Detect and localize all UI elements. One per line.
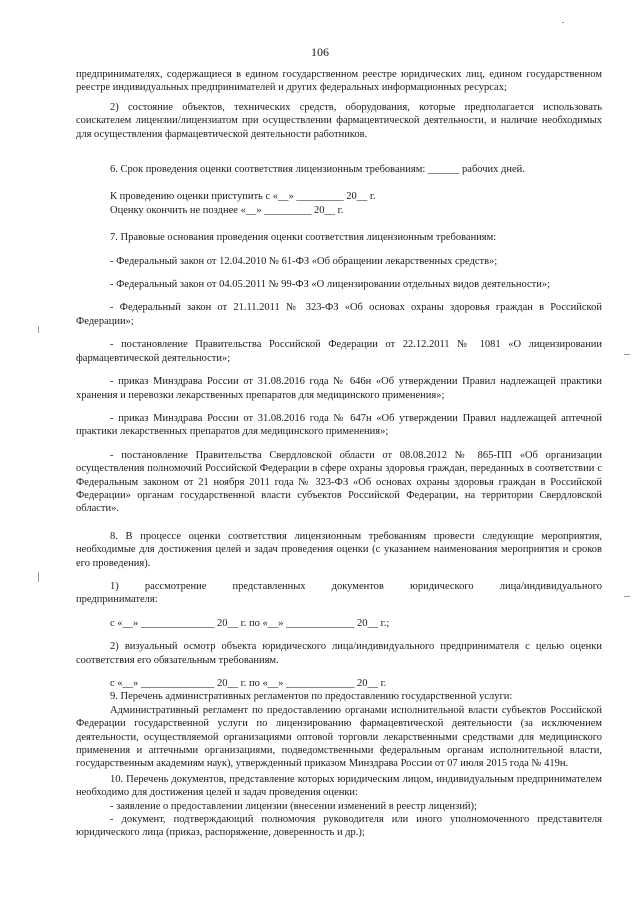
item-1-word: юридического (410, 580, 474, 592)
section-10-heading: 10. Перечень документов, представление которых юридическим лицом, индивидуальным предпринимателем необходимо для достижения целей и задач проведения оценки: (76, 773, 602, 799)
start-date-line: К проведению оценки приступить с «__» _________ 20__ г. (110, 191, 376, 203)
scan-artifact-right-1 (624, 354, 630, 355)
item-1-word: представленных (232, 580, 306, 592)
scan-artifact-right-2 (624, 596, 630, 597)
item-2-dates: с «__» ______________ 20__ г. по «__» _____________ 20__ г. (110, 678, 387, 689)
page-number: 106 (311, 45, 329, 59)
item-1-dates: с «__» ______________ 20__ г. по «__» _____________ 20__ г.; (110, 617, 390, 629)
legal-basis-item: - приказ Минздрава России от 31.08.2016 года № 647н «Об утверждении Правил надлежащей аптечной практики лекарственных препаратов для медицинского применения»; (76, 412, 602, 438)
item-1-word: документов (331, 580, 384, 592)
section-6-heading: 6. Срок проведения оценки соответствия лицензионным требованиям: ______ рабочих дней. (110, 164, 525, 176)
scan-artifact-left-1 (38, 326, 39, 333)
legal-basis-item: - постановление Правительства Свердловской области от 08.08.2012 № 865-ПП «Об организации осуществления полномочий Российской Федерации в сфере охраны здоровья граждан, переданных в соответствии с Федеральным законом от 21 ноября 2011 года № 323-ФЗ «Об основах охраны здоровья граждан в Российской Федерации» органам государственной власти субъектов Российской Федерации, на территории Свердловской области». (76, 449, 602, 515)
item-1-word: лица/индивидуального (499, 580, 602, 592)
section-9-heading: 9. Перечень административных регламентов по предоставлению государственной услуги: (110, 691, 513, 703)
document-body (76, 68, 602, 840)
item-1-line (76, 580, 602, 593)
legal-basis-item: - Федеральный закон от 12.04.2010 № 61-ФЗ «Об обращении лекарственных средств»; (110, 255, 498, 267)
scan-artifact-left-2 (38, 572, 39, 582)
document-list-item: - заявление о предоставлении лицензии (внесении изменений в реестр лицензий); (110, 800, 477, 812)
item-1-continuation: предпринимателя: (76, 594, 158, 606)
regulation-paragraph: Административный регламент по предоставлению органами исполнительной власти субъектов Российской Федерации государственной услуги по лицензированию фармацевтической деятельности (за исключением деятельности, осуществляемой организациями оптовой торговли лекарственными средствами для медицинского применения и аптечными организациями, подведомственными федеральным органам исполнительной власти, государственным академиям наук), утвержденный приказом Минздрава России от 07 июля 2015 года № 419н. (76, 704, 602, 770)
section-8-heading: 8. В процессе оценки соответствия лицензионным требованиям провести следующие мероприятия, необходимые для достижения целей и задач проведения оценки (с указанием наименования мероприятия и сроков его проведения). (76, 530, 602, 569)
paragraph: 2) состояние объектов, технических средств, оборудования, которые предполагается использовать соискателем лицензии/лицензиатом при осуществлении фармацевтической деятельности, и наличие необходимых для осуществления фармацевтической деятельности работников. (76, 101, 602, 140)
item-2-text: 2) визуальный осмотр объекта юридического лица/индивидуального предпринимателя с целью оценки соответствия его обязательным требованиям. (76, 641, 602, 666)
legal-basis-item: - приказ Минздрава России от 31.08.2016 года № 646н «Об утверждении Правил надлежащей практики хранения и перевозки лекарственных препаратов для медицинского применения»; (76, 376, 602, 401)
paragraph: предпринимателях, содержащиеся в едином государственном реестре юридических лиц, едином государственном реестре индивидуальных предпринимателей и других федеральных информационных ресурсах; (76, 69, 602, 94)
section-7-heading: 7. Правовые основания проведения оценки соответствия лицензионным требованиям: (110, 232, 497, 244)
end-date-line: Оценку окончить не позднее «__» _________ 20__ г. (110, 204, 344, 216)
legal-basis-item: - Федеральный закон от 21.11.2011 № 323-ФЗ «Об основах охраны здоровья граждан в Российской Федерации»; (76, 302, 602, 327)
document-list-item: - документ, подтверждающий полномочия руководителя или иного уполномоченного представителя юридического лица (приказ, распоряжение, доверенность и др.); (76, 814, 602, 839)
item-1-word: рассмотрение (144, 580, 207, 592)
legal-basis-item: - Федеральный закон от 04.05.2011 № 99-ФЗ «О лицензировании отдельных видов деятельности»; (110, 279, 551, 291)
item-1-word: 1) (110, 580, 119, 592)
scan-artifact-top (562, 22, 564, 23)
legal-basis-item: - постановление Правительства Российской Федерации от 22.12.2011 № 1081 «О лицензировании фармацевтической деятельности»; (76, 339, 602, 364)
